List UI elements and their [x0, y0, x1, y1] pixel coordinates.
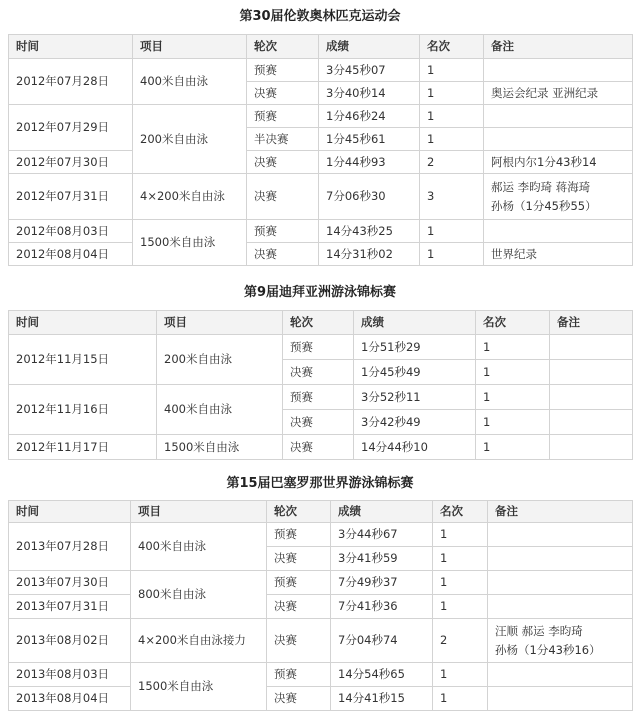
cell-round: 决赛 [247, 151, 319, 174]
table-row [9, 243, 633, 266]
table-row [9, 105, 633, 128]
cell-result: 3分44秒67 [331, 523, 433, 547]
cell-rank: 1 [420, 128, 484, 151]
cell-event: 1500米自由泳 [131, 663, 267, 711]
section-title-london-2012: 第30届伦敦奥林匹克运动会 [239, 9, 401, 24]
cell-date: 2013年08月02日 [9, 619, 131, 663]
cell-note [484, 59, 633, 82]
cell-note [484, 220, 633, 243]
cell-result: 1分44秒93 [319, 151, 420, 174]
cell-rank: 1 [476, 435, 550, 460]
header-date: 时间 [9, 311, 157, 335]
table-row [9, 385, 633, 410]
cell-event: 200米自由泳 [157, 335, 283, 385]
cell-round: 决赛 [283, 360, 354, 385]
header-round: 轮次 [283, 311, 354, 335]
cell-note [484, 174, 633, 220]
cell-note [488, 595, 633, 619]
cell-result: 3分40秒14 [319, 82, 420, 105]
cell-round: 预赛 [267, 663, 331, 687]
cell-rank: 1 [420, 220, 484, 243]
section-title-barcelona-2013: 第15届巴塞罗那世界游泳锦标赛 [226, 476, 414, 491]
cell-event: 4×200米自由泳 [133, 174, 247, 220]
cell-rank: 2 [420, 151, 484, 174]
cell-round: 决赛 [267, 595, 331, 619]
header-note: 备注 [488, 501, 633, 523]
table-row [9, 220, 633, 243]
table-row [9, 174, 633, 220]
cell-round: 决赛 [267, 547, 331, 571]
cell-rank: 1 [476, 410, 550, 435]
cell-date: 2012年07月29日 [9, 105, 133, 151]
cell-round: 决赛 [267, 619, 331, 663]
cell-result: 7分41秒36 [331, 595, 433, 619]
cell-note [488, 619, 633, 663]
cell-result: 14分44秒10 [354, 435, 476, 460]
cell-round: 预赛 [283, 385, 354, 410]
header-event: 项目 [157, 311, 283, 335]
header-date: 时间 [9, 501, 131, 523]
table-row [9, 435, 633, 460]
cell-date: 2012年11月16日 [9, 385, 157, 435]
cell-date: 2012年08月04日 [9, 243, 133, 266]
header-date: 时间 [9, 35, 133, 59]
cell-date: 2013年07月31日 [9, 595, 131, 619]
cell-result: 14分41秒15 [331, 687, 433, 711]
cell-date: 2012年11月15日 [9, 335, 157, 385]
cell-round: 半决赛 [247, 128, 319, 151]
table-row [9, 663, 633, 687]
cell-result: 14分31秒02 [319, 243, 420, 266]
cell-note [484, 128, 633, 151]
cell-event: 1500米自由泳 [133, 220, 247, 266]
note-line: 孙杨（1分45秒55） [491, 198, 597, 213]
cell-note [488, 547, 633, 571]
header-result: 成绩 [354, 311, 476, 335]
cell-round: 决赛 [267, 687, 331, 711]
header-rank: 名次 [420, 35, 484, 59]
note-line: 汪顺 郝运 李昀琦 [495, 623, 583, 638]
cell-date: 2012年07月28日 [9, 59, 133, 105]
cell-result: 7分04秒74 [331, 619, 433, 663]
cell-result: 3分45秒07 [319, 59, 420, 82]
cell-note [488, 523, 633, 547]
cell-result: 1分51秒29 [354, 335, 476, 360]
cell-rank: 1 [433, 547, 488, 571]
note-line: 郝运 李昀琦 蒋海琦 [491, 179, 591, 194]
cell-event: 400米自由泳 [157, 385, 283, 435]
cell-date: 2013年08月04日 [9, 687, 131, 711]
header-note: 备注 [550, 311, 633, 335]
table-header-row [9, 311, 633, 335]
cell-note [550, 435, 633, 460]
cell-round: 预赛 [267, 523, 331, 547]
cell-event: 4×200米自由泳接力 [131, 619, 267, 663]
cell-note [488, 571, 633, 595]
table-row [9, 523, 633, 547]
table-row [9, 595, 633, 619]
cell-note [550, 360, 633, 385]
cell-round: 预赛 [247, 105, 319, 128]
cell-event: 400米自由泳 [133, 59, 247, 105]
cell-round: 决赛 [283, 435, 354, 460]
cell-rank: 2 [433, 619, 488, 663]
table-row [9, 335, 633, 360]
cell-result: 14分54秒65 [331, 663, 433, 687]
cell-round: 决赛 [283, 410, 354, 435]
cell-round: 决赛 [247, 82, 319, 105]
header-result: 成绩 [319, 35, 420, 59]
cell-result: 7分06秒30 [319, 174, 420, 220]
cell-rank: 1 [420, 82, 484, 105]
cell-note: 阿根内尔1分43秒14 [484, 151, 633, 174]
cell-rank: 1 [433, 687, 488, 711]
cell-result: 14分43秒25 [319, 220, 420, 243]
cell-note [488, 663, 633, 687]
cell-round: 决赛 [247, 174, 319, 220]
table-row [9, 687, 633, 711]
cell-event: 400米自由泳 [131, 523, 267, 571]
header-event: 项目 [133, 35, 247, 59]
header-round: 轮次 [247, 35, 319, 59]
cell-note: 世界纪录 [484, 243, 633, 266]
cell-event: 200米自由泳 [133, 105, 247, 174]
cell-result: 3分42秒49 [354, 410, 476, 435]
header-event: 项目 [131, 501, 267, 523]
cell-rank: 1 [420, 59, 484, 82]
cell-date: 2013年07月30日 [9, 571, 131, 595]
cell-note [484, 105, 633, 128]
table-row [9, 571, 633, 595]
cell-date: 2012年11月17日 [9, 435, 157, 460]
cell-result: 1分45秒49 [354, 360, 476, 385]
header-round: 轮次 [267, 501, 331, 523]
cell-rank: 3 [420, 174, 484, 220]
cell-date: 2012年07月31日 [9, 174, 133, 220]
cell-rank: 1 [433, 663, 488, 687]
cell-result: 1分46秒24 [319, 105, 420, 128]
cell-date: 2012年08月03日 [9, 220, 133, 243]
cell-date: 2013年07月28日 [9, 523, 131, 571]
table-row [9, 151, 633, 174]
header-rank: 名次 [476, 311, 550, 335]
results-table-london-2012 [8, 34, 633, 266]
cell-note: 奥运会纪录 亚洲纪录 [484, 82, 633, 105]
cell-round: 预赛 [283, 335, 354, 360]
cell-round: 预赛 [247, 220, 319, 243]
cell-note [550, 410, 633, 435]
table-header-row [9, 35, 633, 59]
cell-date: 2012年07月30日 [9, 151, 133, 174]
cell-event: 1500米自由泳 [157, 435, 283, 460]
cell-result: 1分45秒61 [319, 128, 420, 151]
cell-round: 决赛 [247, 243, 319, 266]
results-table-dubai-2012 [8, 310, 633, 460]
cell-round: 预赛 [247, 59, 319, 82]
cell-round: 预赛 [267, 571, 331, 595]
cell-date: 2013年08月03日 [9, 663, 131, 687]
cell-rank: 1 [420, 105, 484, 128]
cell-note [488, 687, 633, 711]
cell-rank: 1 [476, 360, 550, 385]
header-rank: 名次 [433, 501, 488, 523]
section-title-dubai-2012: 第9届迪拜亚洲游泳锦标赛 [243, 285, 397, 300]
table-header-row [9, 501, 633, 523]
cell-rank: 1 [433, 523, 488, 547]
header-note: 备注 [484, 35, 633, 59]
cell-event: 800米自由泳 [131, 571, 267, 619]
table-row [9, 619, 633, 663]
cell-rank: 1 [433, 571, 488, 595]
cell-note [550, 385, 633, 410]
cell-result: 3分41秒59 [331, 547, 433, 571]
cell-result: 3分52秒11 [354, 385, 476, 410]
cell-note [550, 335, 633, 360]
cell-rank: 1 [476, 385, 550, 410]
results-table-barcelona-2013 [8, 500, 633, 711]
cell-rank: 1 [476, 335, 550, 360]
table-row [9, 59, 633, 82]
cell-rank: 1 [420, 243, 484, 266]
note-line: 孙杨（1分43秒16） [495, 642, 601, 657]
cell-rank: 1 [433, 595, 488, 619]
cell-result: 7分49秒37 [331, 571, 433, 595]
header-result: 成绩 [331, 501, 433, 523]
